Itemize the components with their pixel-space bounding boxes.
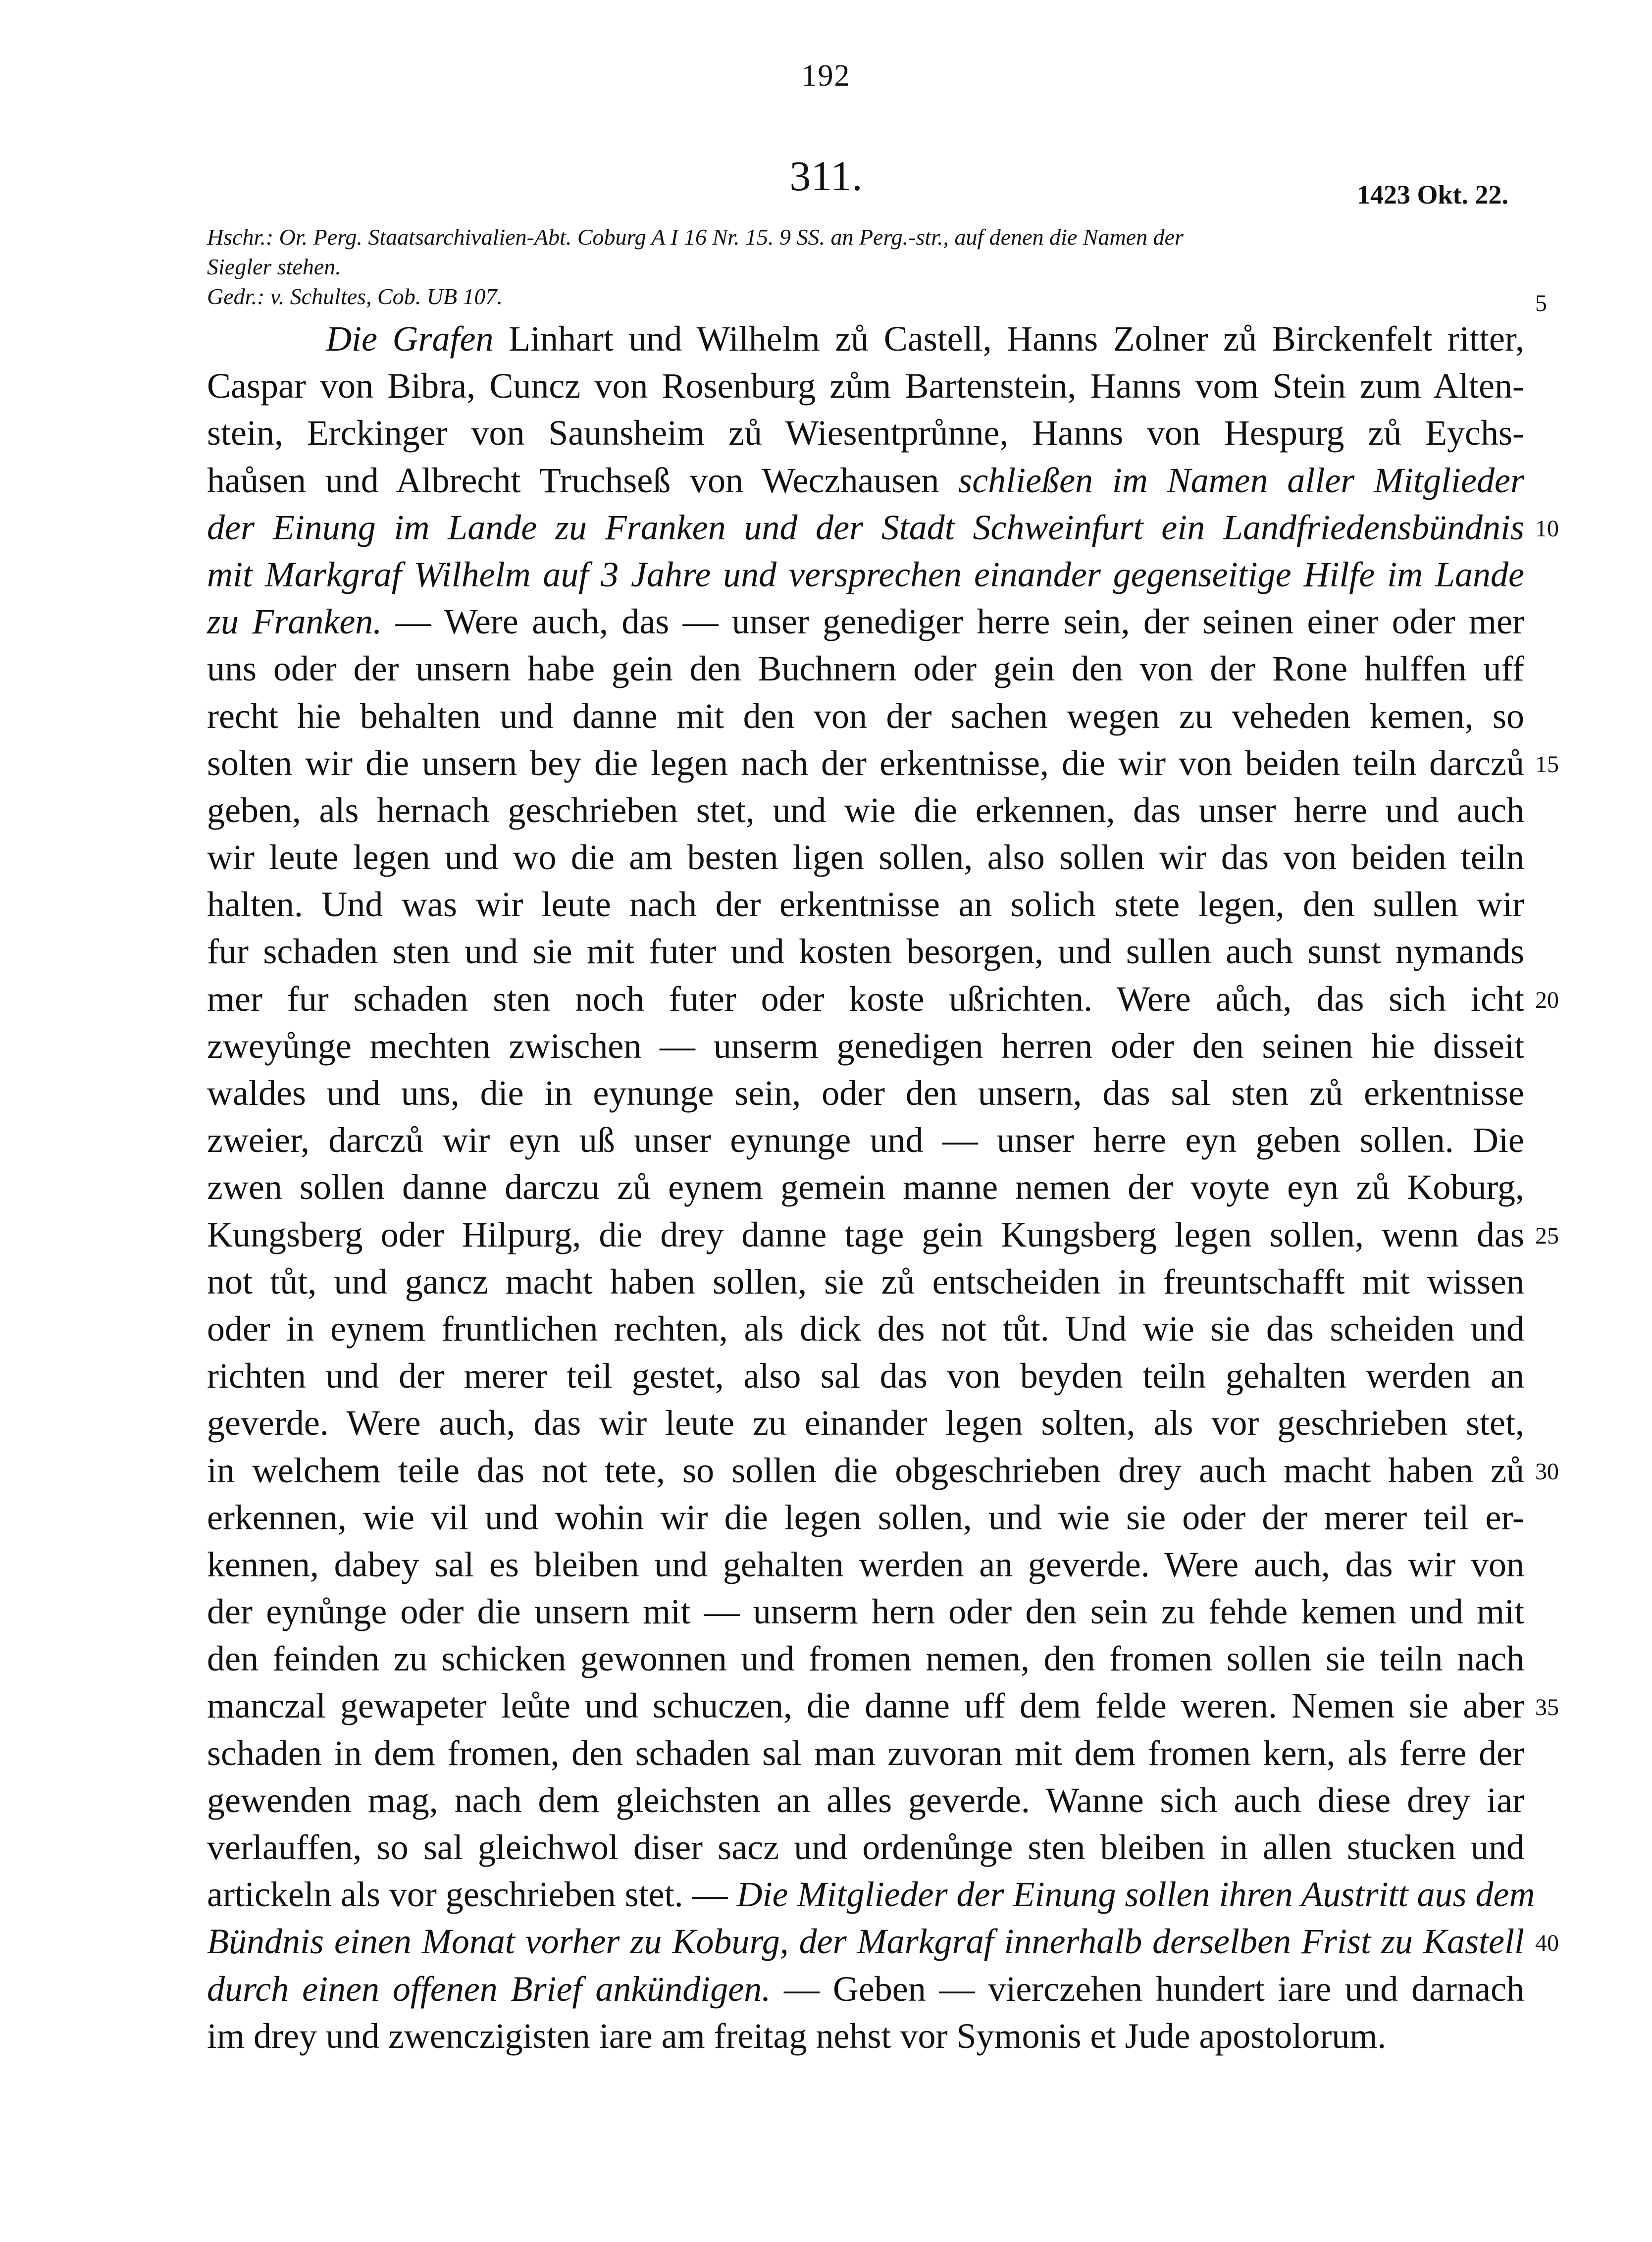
source-text: geben, als hernach geschrieben stet, und wie die erkennen, das unser herre und auch [207, 790, 1524, 830]
text-line [207, 976, 1524, 1023]
text-line [207, 1023, 1524, 1070]
source-text: — Geben — vierczehen hundert iare und darnach [771, 1969, 1524, 2009]
source-text: mer fur schaden sten noch futer oder koste ußrichten. Were aůch, das sich icht [207, 979, 1524, 1019]
line-number: 15 [1535, 751, 1559, 778]
source-text: artickeln als vor geschrieben stet. — [207, 1875, 737, 1915]
text-line [207, 645, 1524, 692]
line-number: 40 [1535, 1929, 1559, 1956]
source-text: manczal gewapeter leůte und schuczen, die danne uff dem felde weren. Nemen sie aber [207, 1686, 1524, 1726]
text-line [207, 1824, 1524, 1871]
text-line [207, 1400, 1524, 1447]
text-line [207, 1164, 1524, 1211]
editorial-summary: schließen im Namen aller Mitglieder [958, 460, 1524, 500]
text-line [207, 928, 1524, 975]
line-number: 35 [1535, 1694, 1559, 1721]
text-line [207, 1966, 1524, 2013]
line-number: 10 [1535, 515, 1559, 542]
page-number: 192 [801, 59, 851, 93]
source-text: haůsen und Albrecht Truchseß von Weczhausen [207, 460, 959, 500]
source-text: uns oder der unsern habe gein den Buchnern oder gein den von der Rone hulffen uff [207, 649, 1524, 689]
source-text: richten und der merer teil gestet, also sal das von beyden teiln gehalten werden an [207, 1356, 1524, 1396]
text-line [207, 1353, 1524, 1400]
text-line [207, 1541, 1524, 1588]
source-text: Linhart und Wilhelm zů Castell, Hanns Zolner zů Birckenfelt ritter, [493, 319, 1525, 359]
editorial-summary: Die Grafen [326, 319, 494, 359]
text-line [207, 551, 1524, 598]
text-line [207, 1117, 1524, 1164]
source-text: stein, Erckinger von Saunsheim zů Wiesentprůnne, Hanns von Hespurg zů Eychs- [207, 413, 1524, 453]
text-line [207, 1305, 1524, 1353]
source-text: waldes und uns, die in eynunge sein, oder den unsern, das sal sten zů erkentnisse [207, 1073, 1524, 1113]
source-text: den feinden zu schicken gewonnen und fromen nemen, den fromen sollen sie teiln nach [207, 1639, 1524, 1679]
source-text: Kungsberg oder Hilpurg, die drey danne tage gein Kungsberg legen sollen, wenn das [207, 1214, 1524, 1254]
source-text: fur schaden sten und sie mit futer und kosten besorgen, und sullen auch sunst nymands [207, 932, 1524, 972]
editorial-summary: zu Franken. [207, 602, 382, 642]
document-body [207, 315, 1535, 2060]
text-line [207, 457, 1524, 504]
line-number: 20 [1535, 987, 1559, 1013]
source-text: solten wir die unsern bey die legen nach der erkentnisse, die wir von beiden teiln darczů [207, 743, 1524, 783]
text-line [207, 363, 1524, 410]
source-text: zweier, darczů wir eyn uß unser eynunge und — unser herre eyn geben sollen. Die [207, 1120, 1524, 1160]
source-text: erkennen, wie vil und wohin wir die legen sollen, und wie sie oder der merer teil er- [207, 1497, 1524, 1537]
source-text: — Were auch, das — unser genediger herre sein, der seinen einer oder mer [382, 602, 1524, 642]
editorial-summary: Die Mitglieder der Einung sollen ihren Austritt aus dem [736, 1875, 1535, 1915]
text-line [207, 693, 1524, 740]
line-number: 5 [1535, 290, 1547, 316]
text-line [207, 1682, 1524, 1729]
line-number: 25 [1535, 1222, 1559, 1249]
source-text: zwen sollen danne darczu zů eynem gemein manne nemen der voyte eyn zů Koburg, [207, 1167, 1524, 1207]
source-text: halten. Und was wir leute nach der erkentnisse an solich stete legen, den sullen wir [207, 885, 1524, 925]
text-line [207, 1588, 1524, 1635]
text-line [207, 1730, 1524, 1777]
editorial-summary: durch einen offenen Brief ankündigen. [207, 1969, 771, 2009]
editorial-summary: Bündnis einen Monat vorher zu Koburg, der Markgraf innerhalb derselben Frist zu Kastell [207, 1922, 1524, 1962]
text-line [207, 740, 1524, 787]
source-text: schaden in dem fromen, den schaden sal man zuvoran mit dem fromen kern, als ferre der [207, 1733, 1524, 1773]
text-line [207, 1447, 1524, 1494]
source-text: verlauffen, so sal gleichwol diser sacz und ordenůnge sten bleiben in allen stucken und [207, 1827, 1524, 1867]
editorial-summary: mit Markgraf Wilhelm auf 3 Jahre und versprechen einander gegenseitige Hilfe im Lande [207, 554, 1524, 594]
source-text: im drey und zwenczigisten iare am freitag nehst vor Symonis et Jude apostolorum. [207, 2016, 1387, 2056]
text-line [207, 834, 1524, 881]
text-line [207, 881, 1524, 928]
source-text: kennen, dabey sal es bleiben und gehalten werden an geverde. Were auch, das wir von [207, 1544, 1524, 1584]
text-line [207, 1871, 1535, 1918]
line-number: 30 [1535, 1458, 1559, 1485]
source-text: gewenden mag, nach dem gleichsten an alles geverde. Wanne sich auch diese drey iar [207, 1780, 1524, 1820]
text-line [207, 1777, 1524, 1824]
document-date: 1423 Okt. 22. [1356, 180, 1508, 209]
source-text: Caspar von Bibra, Cuncz von Rosenburg zům Bartenstein, Hanns vom Stein zum Alten- [207, 366, 1524, 406]
text-line [207, 315, 1524, 363]
source-text: zweyůnge mechten zwischen — unserm genedigen herren oder den seinen hie disseit [207, 1026, 1524, 1066]
source-text: not tůt, und gancz macht haben sollen, sie zů entscheiden in freuntschafft mit wissen [207, 1261, 1524, 1302]
text-line [207, 1258, 1524, 1305]
source-text: wir leute legen und wo die am besten ligen sollen, also sollen wir das von beiden teiln [207, 837, 1524, 878]
text-line [207, 598, 1524, 645]
text-line [207, 2013, 1524, 2060]
text-line [207, 410, 1524, 457]
manuscript-note-continued: Siegler stehen. [207, 254, 341, 279]
source-text: in welchem teile das not tete, so sollen die obgeschrieben drey auch macht haben zů [207, 1450, 1524, 1490]
text-line [207, 1494, 1524, 1541]
manuscript-note: Hschr.: Or. Perg. Staatsarchivalien-Abt. Coburg A I 16 Nr. 15. 9 SS. an Perg.-str., auf denen die Namen der [207, 224, 1184, 250]
source-text: geverde. Were auch, das wir leute zu einander legen solten, als vor geschrieben stet, [207, 1403, 1524, 1443]
source-text: der eynůnge oder die unsern mit — unserm hern oder den sein zu fehde kemen und mit [207, 1592, 1524, 1632]
text-line [207, 1918, 1524, 1965]
text-line [207, 1070, 1524, 1117]
text-line [207, 787, 1524, 834]
editorial-summary: der Einung im Lande zu Franken und der Stadt Schweinfurt ein Landfriedensbündnis [207, 507, 1524, 547]
text-line [207, 504, 1524, 551]
document-number: 311. [789, 152, 863, 200]
source-text: oder in eynem fruntlichen rechten, als dick des not tůt. Und wie sie das scheiden und [207, 1308, 1524, 1349]
text-line [207, 1635, 1524, 1682]
source-text: recht hie behalten und danne mit den von der sachen wegen zu veheden kemen, so [207, 696, 1524, 736]
print-reference: Gedr.: v. Schultes, Cob. UB 107. [207, 284, 503, 309]
text-line [207, 1211, 1524, 1258]
